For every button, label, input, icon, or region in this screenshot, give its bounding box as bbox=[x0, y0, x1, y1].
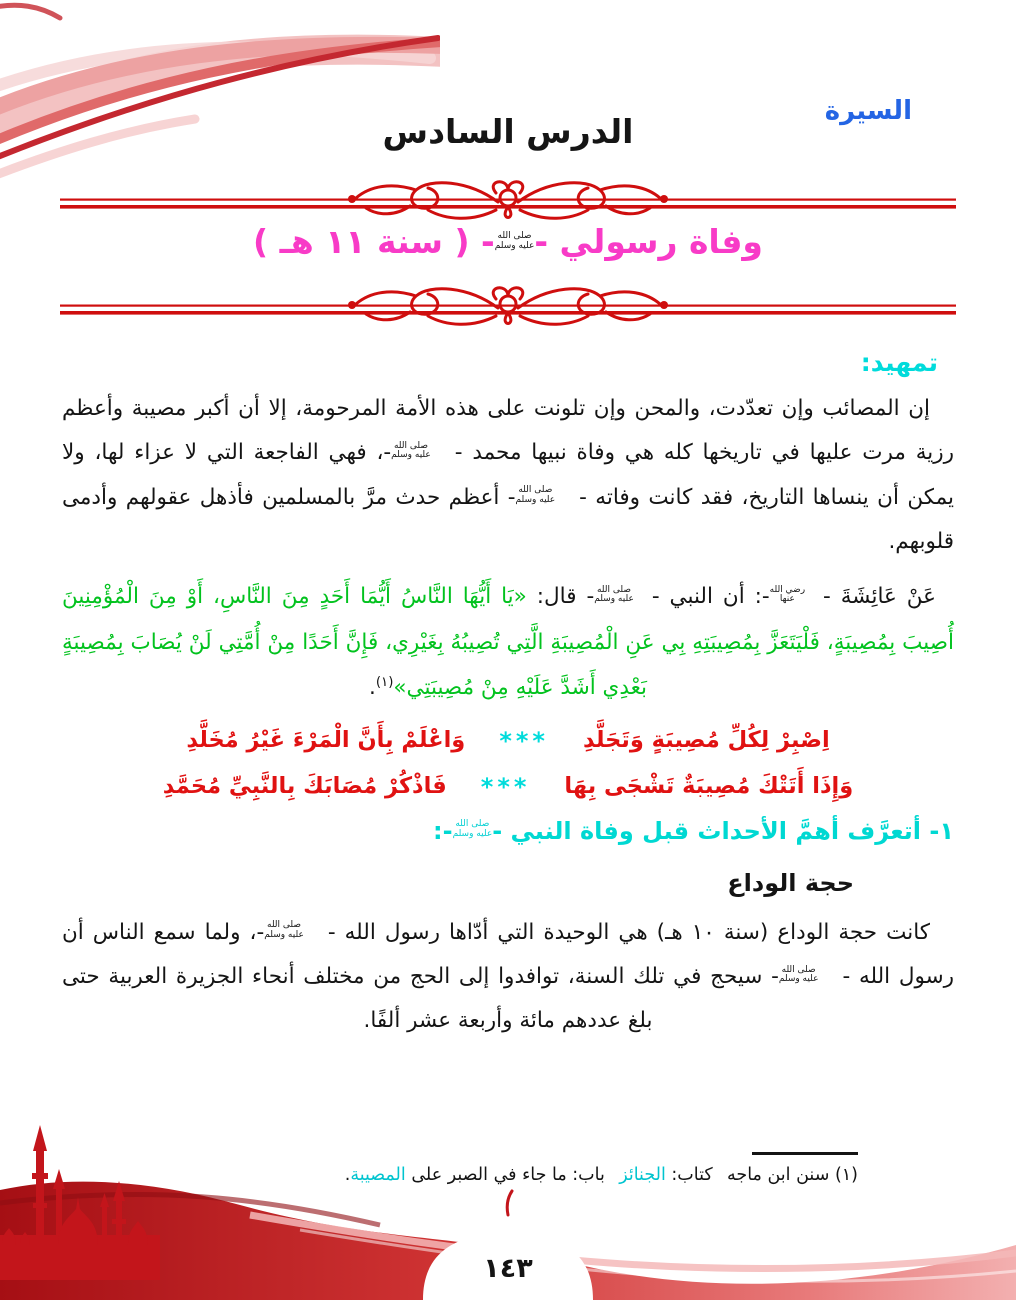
hemistich-right: اِصْبِرْ لِكُلِّ مُصِيبَةٍ وَتَجَلَّدِ bbox=[582, 726, 830, 753]
ornamental-divider-bottom bbox=[0, 278, 1016, 334]
page-number: ١٤٣ bbox=[483, 1253, 533, 1284]
prophet-honorific-seal: صلى الله عليه وسلم bbox=[594, 584, 634, 605]
lesson-title: الدرس السادس bbox=[382, 112, 634, 151]
verse-separator-stars: *** bbox=[480, 772, 531, 801]
main-title-text: وفاة رسولي - bbox=[534, 222, 763, 261]
intro-heading: تمهيد: bbox=[860, 348, 938, 377]
hemistich-left: فَاذْكُرْ مُصَابَكَ بِالنَّبِيِّ مُحَمَّدِ bbox=[162, 772, 447, 799]
section-1-heading: ١- أتعرَّف أهمَّ الأحداث قبل وفاة النبي - صلى الله عليه وسلم -: bbox=[433, 816, 954, 845]
farewell-pilgrimage-paragraph: كانت حجة الوداع (سنة ١٠ هـ) هي الوحيدة التي أدّاها رسول الله - صلى الله عليه وسلم -، ولما سمع الناس أن رسول الله - صلى الله عليه وسلم - سيحج في تلك السنة، توافدوا إلى الحج من مختلف أنحاء الجزيرة العربية حتى بلغ عددهم مائة وأربعة عشر ألفًا. bbox=[62, 919, 954, 1034]
intro-paragraph: إن المصائب وإن تعدّدت، والمحن وإن تلونت على هذه الأمة المرحومة، إلا أن أكبر مصيبة وأعظم رزية مرت عليها في تاريخها كله هي وفاة نبيها محمد - صلى الله عليه وسلم -، فهي الفاجعة التي لا عزاء لها، ولا يمكن أن ينساها التاريخ، فقد كانت وفاته - صلى الله عليه وسلم - أعظم حدث مرَّ بالمسلمين فأذهل عقولهم وأدمى قلوبهم. bbox=[62, 396, 954, 554]
top-swoosh-decoration bbox=[0, 0, 440, 190]
footnote-text: (١) سنن ابن ماجه كتاب: الجنائز باب: ما جاء في الصبر على المصيبة. bbox=[344, 1165, 858, 1185]
footnote-chapter-name: المصيبة bbox=[350, 1165, 406, 1185]
prophet-honorific-seal: صلى الله عليه وسلم bbox=[778, 964, 819, 985]
prophet-honorific-seal: صلى الله عليه وسلم bbox=[515, 485, 556, 505]
farewell-pilgrimage-subheading: حجة الوداع bbox=[727, 868, 854, 897]
main-title bbox=[0, 222, 1016, 261]
footnote-reference: (١) bbox=[375, 675, 394, 691]
verse-separator-stars: *** bbox=[499, 726, 549, 755]
poem-verse bbox=[62, 771, 954, 799]
prophet-honorific-seal: صلى الله عليه وسلم bbox=[264, 920, 304, 940]
hadith-paragraph: عَنْ عَائِشَةَ - رضي الله عنها -: أن النبي - صلى الله عليه وسلم - قال: «يَا أَيُّهَا النَّاسُ أَيُّمَا أَحَدٍ مِنَ النَّاسِ، أَوْ مِنَ الْمُؤْمِنِينَ أُصِيبَ بِمُصِيبَةٍ، فَلْيَتَعَزَّ بِمُصِيبَتِهِ بِي عَنِ الْمُصِيبَةِ الَّتِي تُصِيبُهُ بِغَيْرِي، فَإِنَّ أَحَدًا مِنْ أُمَّتِي لَنْ يُصَابَ بِمُصِيبَةٍ بَعْدِي أَشَدَّ عَلَيْهِ مِنْ مُصِيبَتِي»$^{(١)}$. bbox=[62, 584, 954, 701]
body-column bbox=[62, 348, 954, 1054]
radia-honorific-seal: رضي الله عنها bbox=[769, 584, 806, 605]
prophet-honorific-seal: صلى الله عليه وسلم bbox=[452, 819, 493, 839]
subject-label: السيرة bbox=[824, 96, 912, 126]
hemistich-left: وَاعْلَمْ بِأَنَّ الْمَرْءَ غَيْرُ مُخَلَّدِ bbox=[186, 726, 466, 753]
prophet-honorific-seal: صلى الله عليه وسلم bbox=[494, 231, 535, 251]
hadith-quote: «يَا أَيُّهَا النَّاسُ أَيُّمَا أَحَدٍ مِنَ النَّاسِ، أَوْ مِنَ الْمُؤْمِنِينَ أُصِيبَ بِمُصِيبَةٍ، فَلْيَتَعَزَّ بِمُصِيبَتِهِ بِي عَنِ الْمُصِيبَةِ الَّتِي تُصِيبُهُ بِغَيْرِي، فَإِنَّ أَحَدًا مِنْ أُمَّتِي لَنْ يُصَابَ بِمُصِيبَةٍ بَعْدِي أَشَدَّ عَلَيْهِ مِنْ مُصِيبَتِي» bbox=[62, 584, 954, 701]
prophet-honorific-seal: صلى الله عليه وسلم bbox=[391, 440, 431, 461]
main-title-year: - ( سنة ١١ هـ ) bbox=[253, 222, 495, 261]
poem bbox=[62, 725, 954, 799]
poem-verse bbox=[62, 725, 954, 753]
footnote-book-name: الجنائز bbox=[619, 1165, 666, 1185]
hemistich-right: وَإِذَا أَتَتْكَ مُصِيبَةٌ تَشْجَى بِهَا bbox=[564, 772, 854, 799]
